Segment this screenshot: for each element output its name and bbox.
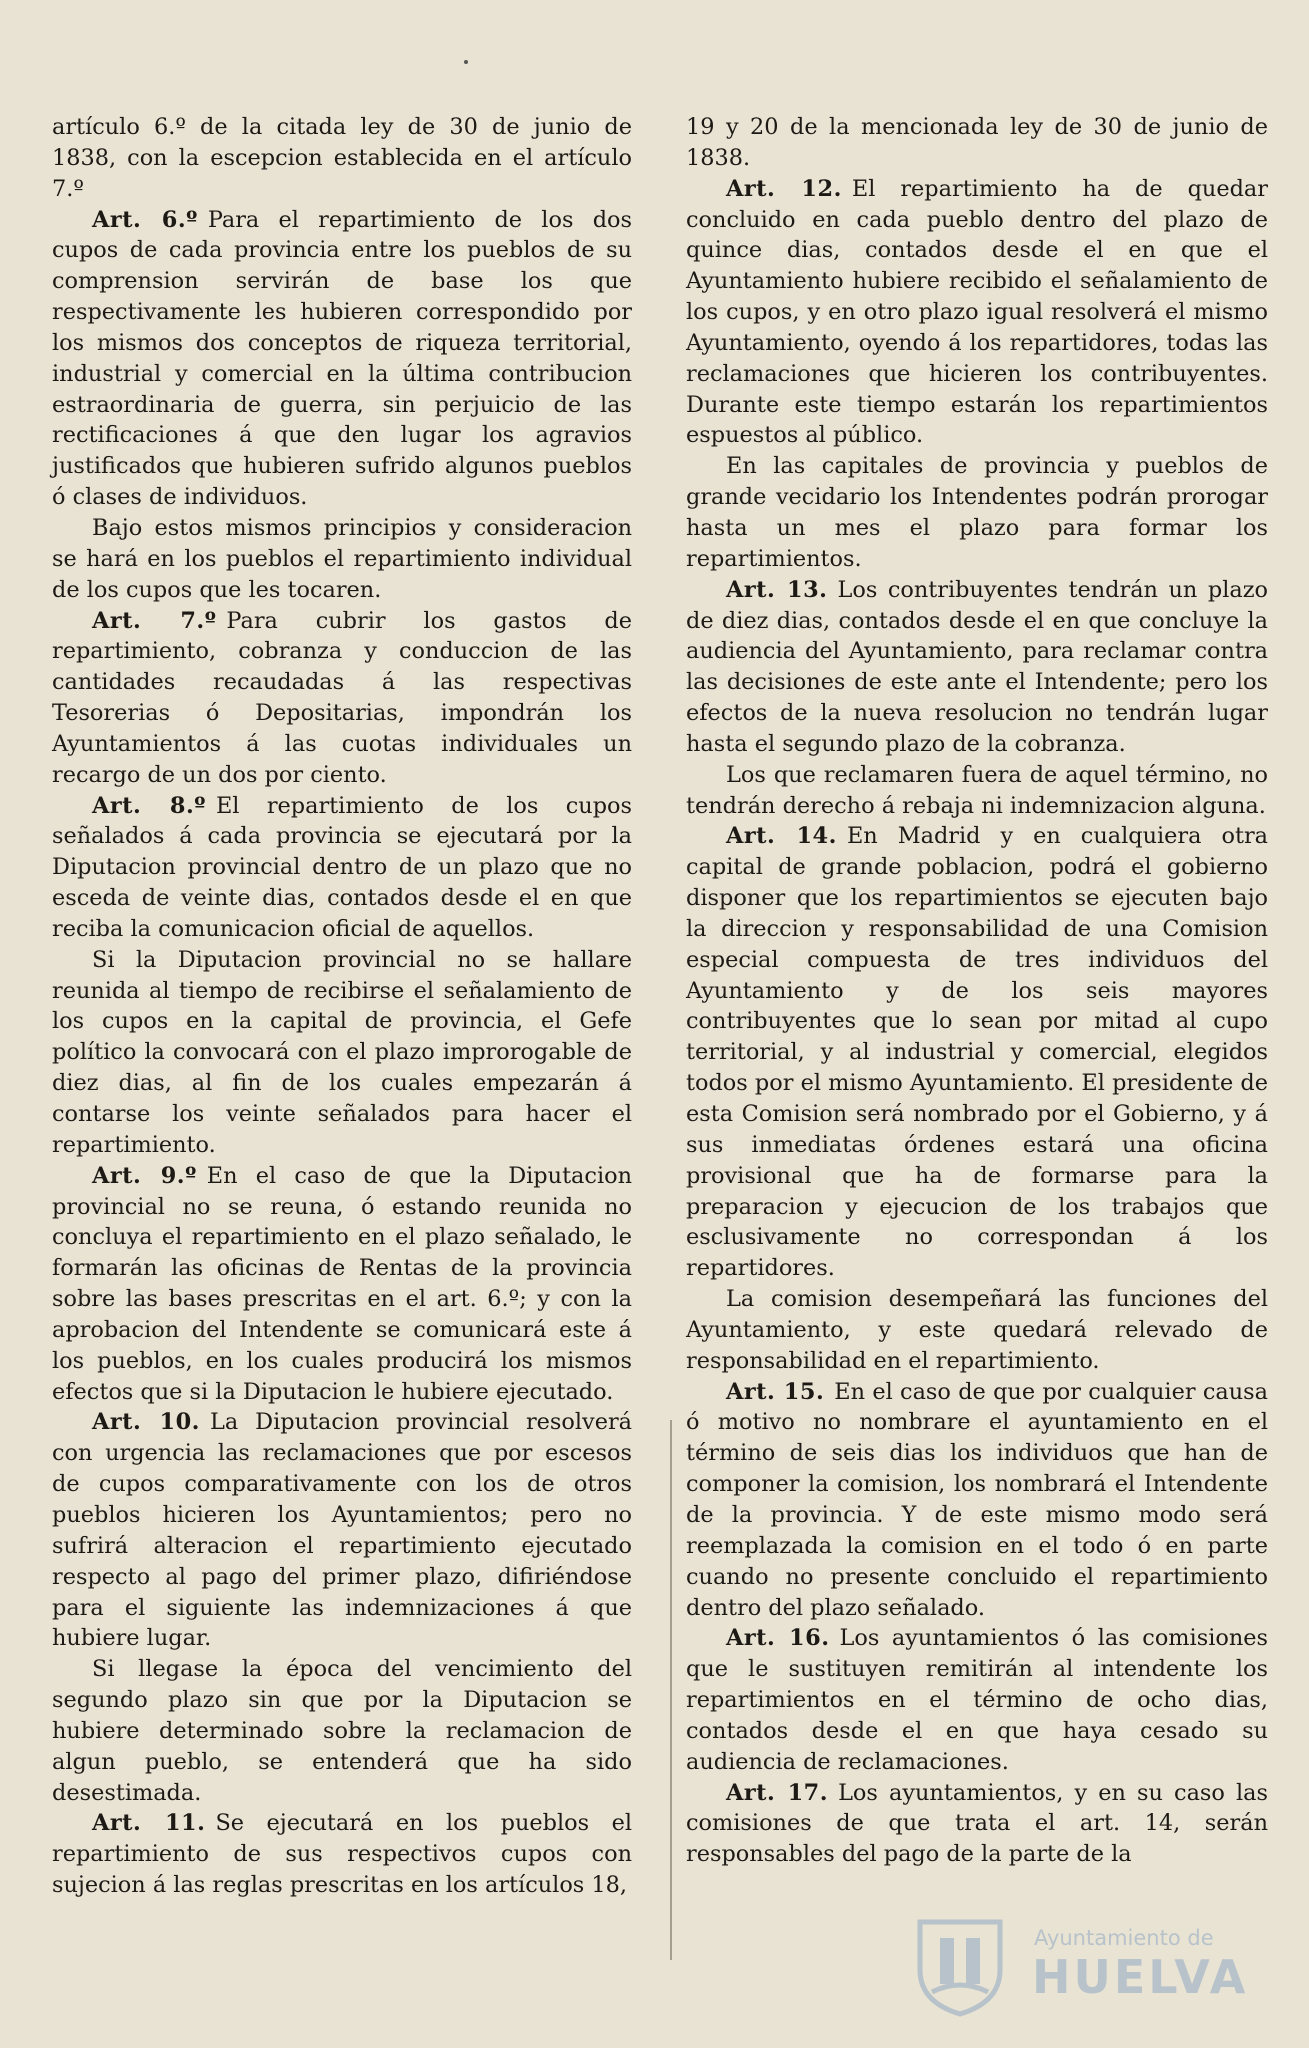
paragraph-text: Si llegase la época del vencimiento del segundo plazo sin que por la Diputacion se hubiere determinado sobre la reclamacion de algun pueblo, se entenderá que ha sido desestimada.: [52, 1656, 632, 1806]
watermark-line1: Ayuntamiento de: [1034, 1926, 1214, 1950]
paragraph-text: Si la Diputacion provincial no se hallare reunida al tiempo de recibirse el señalamiento de los cupos en la capital de provincia, el Gefe político la convocará con el plazo improrogable de diez dias, al fin de los cuales empezarán á contarse los veinte señalados para hacer el repartimiento.: [52, 946, 632, 1158]
paragraph-text: Bajo estos mismos principios y consideracion se hará en los pueblos el repartimiento individual de los cupos que les tocaren.: [52, 514, 632, 603]
paragraph-text: En Madrid y en cualquiera otra capital de grande poblacion, podrá el gobierno disponer que los repartimientos se ejecuten bajo la direccion y responsabilidad de una Comision especial compuesta de tres individuos del Ayuntamiento y de los seis mayores contribuyentes que lo sean por mitad al cupo territorial, y al industrial y comercial, elegidos todos por el mismo Ayuntamiento. El presidente de esta Comision será nombrado por el Gobierno, y á sus inmediatas órdenes estará una oficina provisional que ha de formarse para la preparacion y ejecucion de los trabajos que esclusivamente no correspondan á los repartidores.: [686, 823, 1268, 1282]
text-paragraph: [686, 760, 1268, 822]
paragraph-text: En las capitales de provincia y pueblos de grande vecidario los Intendentes podrán prorogar hasta un mes el plazo para formar los repartimientos.: [686, 453, 1268, 572]
paragraph-text: Los contribuyentes tendrán un plazo de diez dias, contados desde el en que concluye la audiencia del Ayuntamiento, para reclamar contra las decisiones de este ante el Intendente; pero los efectos de la nueva resolucion no tendrán lugar hasta el segundo plazo de la cobranza.: [686, 576, 1268, 757]
paragraph-text: 19 y 20 de la mencionada ley de 30 de junio de 1838.: [686, 114, 1268, 171]
article-number: Art. 17.: [726, 1779, 829, 1806]
text-paragraph: [52, 945, 632, 1161]
paragraph-text: El repartimiento de los cupos señalados á cada provincia se ejecutará por la Diputacion provincial dentro de un plazo que no esceda de veinte dias, contados desde el en que reciba la comunicacion oficial de aquellos.: [52, 792, 632, 942]
paragraph-text: Para cubrir los gastos de repartimiento, cobranza y conduccion de las cantidades recaudadas á las respectivas Tesorerias ó Depositarias, impondrán los Ayuntamientos á las cuotas individuales un recargo de un dos por ciento.: [52, 607, 632, 788]
paragraph-text: Los ayuntamientos, y en su caso las comisiones de que trata el art. 14, serán responsables del pago de la parte de la: [686, 1779, 1268, 1868]
right-column: [686, 112, 1268, 1870]
paragraph-text: Se ejecutará en los pueblos el repartimiento de sus respectivos cupos con sujecion á las reglas prescritas en los artículos 18,: [52, 1810, 632, 1899]
paragraph-text: Para el repartimiento de los dos cupos de cada provincia entre los pueblos de su comprension servirán de base los que respectivamente les hubieren correspondido por los mismos dos conceptos de riqueza territorial, industrial y comercial en la última contribucion estraordinaria de guerra, sin perjuicio de las rectificaciones á que den lugar los agravios justificados que hubieren sufrido algunos pueblos ó clases de individuos.: [52, 206, 632, 511]
print-speck: [464, 60, 468, 64]
article-number: Art. 13.: [726, 576, 828, 603]
article-paragraph: [52, 1808, 632, 1901]
article-paragraph: [52, 606, 632, 791]
article-paragraph: [686, 821, 1268, 1284]
text-paragraph: [52, 1654, 632, 1808]
text-paragraph: [52, 513, 632, 606]
article-number: Art. 9.º: [92, 1162, 197, 1189]
article-number: Art. 7.º: [92, 607, 217, 634]
column-divider: [670, 1420, 672, 1960]
paragraph-text: En el caso de que por cualquier causa ó motivo no nombrare el ayuntamiento en el término de seis dias los individuos que han de componer la comision, los nombrará el Intendente de la provincia. Y de este mismo modo será reemplazada la comision en el todo ó en parte cuando no presente concluido el repartimiento dentro del plazo señalado.: [686, 1378, 1269, 1621]
huelva-crest-icon: [900, 1900, 1020, 2020]
article-number: Art. 12.: [726, 175, 842, 202]
article-paragraph: [686, 1778, 1268, 1871]
article-paragraph: [686, 1377, 1268, 1624]
article-number: Art. 8.º: [92, 792, 206, 819]
paragraph-text: El repartimiento ha de quedar concluido en cada pueblo dentro del plazo de quince dias, contados desde el en que el Ayuntamiento hubiere recibido el señalamiento de los cupos, y en otro plazo igual resolverá el mismo Ayuntamiento, oyendo á los repartidores, todas las reclamaciones que hicieren los contribuyentes. Durante este tiempo estarán los repartimientos espuestos al público.: [686, 175, 1268, 449]
article-number: Art. 10.: [92, 1409, 200, 1436]
paragraph-text: artículo 6.º de la citada ley de 30 de junio de 1838, con la escepcion establecida en el artículo 7.º: [52, 114, 632, 202]
article-number: Art. 15.: [726, 1378, 825, 1405]
paragraph-text: La comision desempeñará las funciones del Ayuntamiento, y este quedará relevado de responsabilidad en el repartimiento.: [686, 1286, 1268, 1374]
article-paragraph: [52, 205, 632, 513]
watermark: [900, 1900, 1260, 2020]
text-paragraph: [686, 451, 1268, 574]
article-paragraph: [52, 1161, 632, 1408]
paragraph-text: En el caso de que la Diputacion provincial no se reuna, ó estando reunida no concluya el repartimiento en el plazo señalado, le formarán las oficinas de Rentas de la provincia sobre las bases prescritas en el art. 6.º; y con la aprobacion del Intendente se comunicará este á los pueblos, en los cuales producirá los mismos efectos que si la Diputacion le hubiere ejecutado.: [52, 1162, 633, 1405]
text-paragraph: [686, 1284, 1268, 1377]
left-column: [52, 112, 632, 1901]
article-paragraph: [686, 1623, 1268, 1777]
article-number: Art. 16.: [726, 1625, 830, 1652]
text-paragraph: [686, 112, 1268, 174]
article-number: Art. 14.: [726, 823, 837, 850]
article-paragraph: [52, 1407, 632, 1654]
article-number: Art. 11.: [92, 1810, 206, 1837]
paragraph-text: Los que reclamaren fuera de aquel término, no tendrán derecho á rebaja ni indemnizacion alguna.: [686, 761, 1268, 819]
article-paragraph: [52, 791, 632, 945]
paragraph-text: Los ayuntamientos ó las comisiones que le sustituyen remitirán al intendente los repartimientos en el término de ocho dias, contados desde el en que haya cesado su audiencia de reclamaciones.: [686, 1625, 1268, 1775]
article-paragraph: [686, 575, 1268, 760]
watermark-line2: HUELVA: [1032, 1950, 1249, 2004]
article-paragraph: [686, 174, 1268, 452]
paragraph-text: La Diputacion provincial resolverá con urgencia las reclamaciones que por escesos de cupos comparativamente con los de otros pueblos hicieren los Ayuntamientos; pero no sufrirá alteracion el repartimiento ejecutado respecto al pago del primer plazo, difiriéndose para el siguiente las indemnizaciones á que hubiere lugar.: [52, 1409, 632, 1652]
text-paragraph: [52, 112, 632, 205]
article-number: Art. 6.º: [92, 206, 198, 233]
